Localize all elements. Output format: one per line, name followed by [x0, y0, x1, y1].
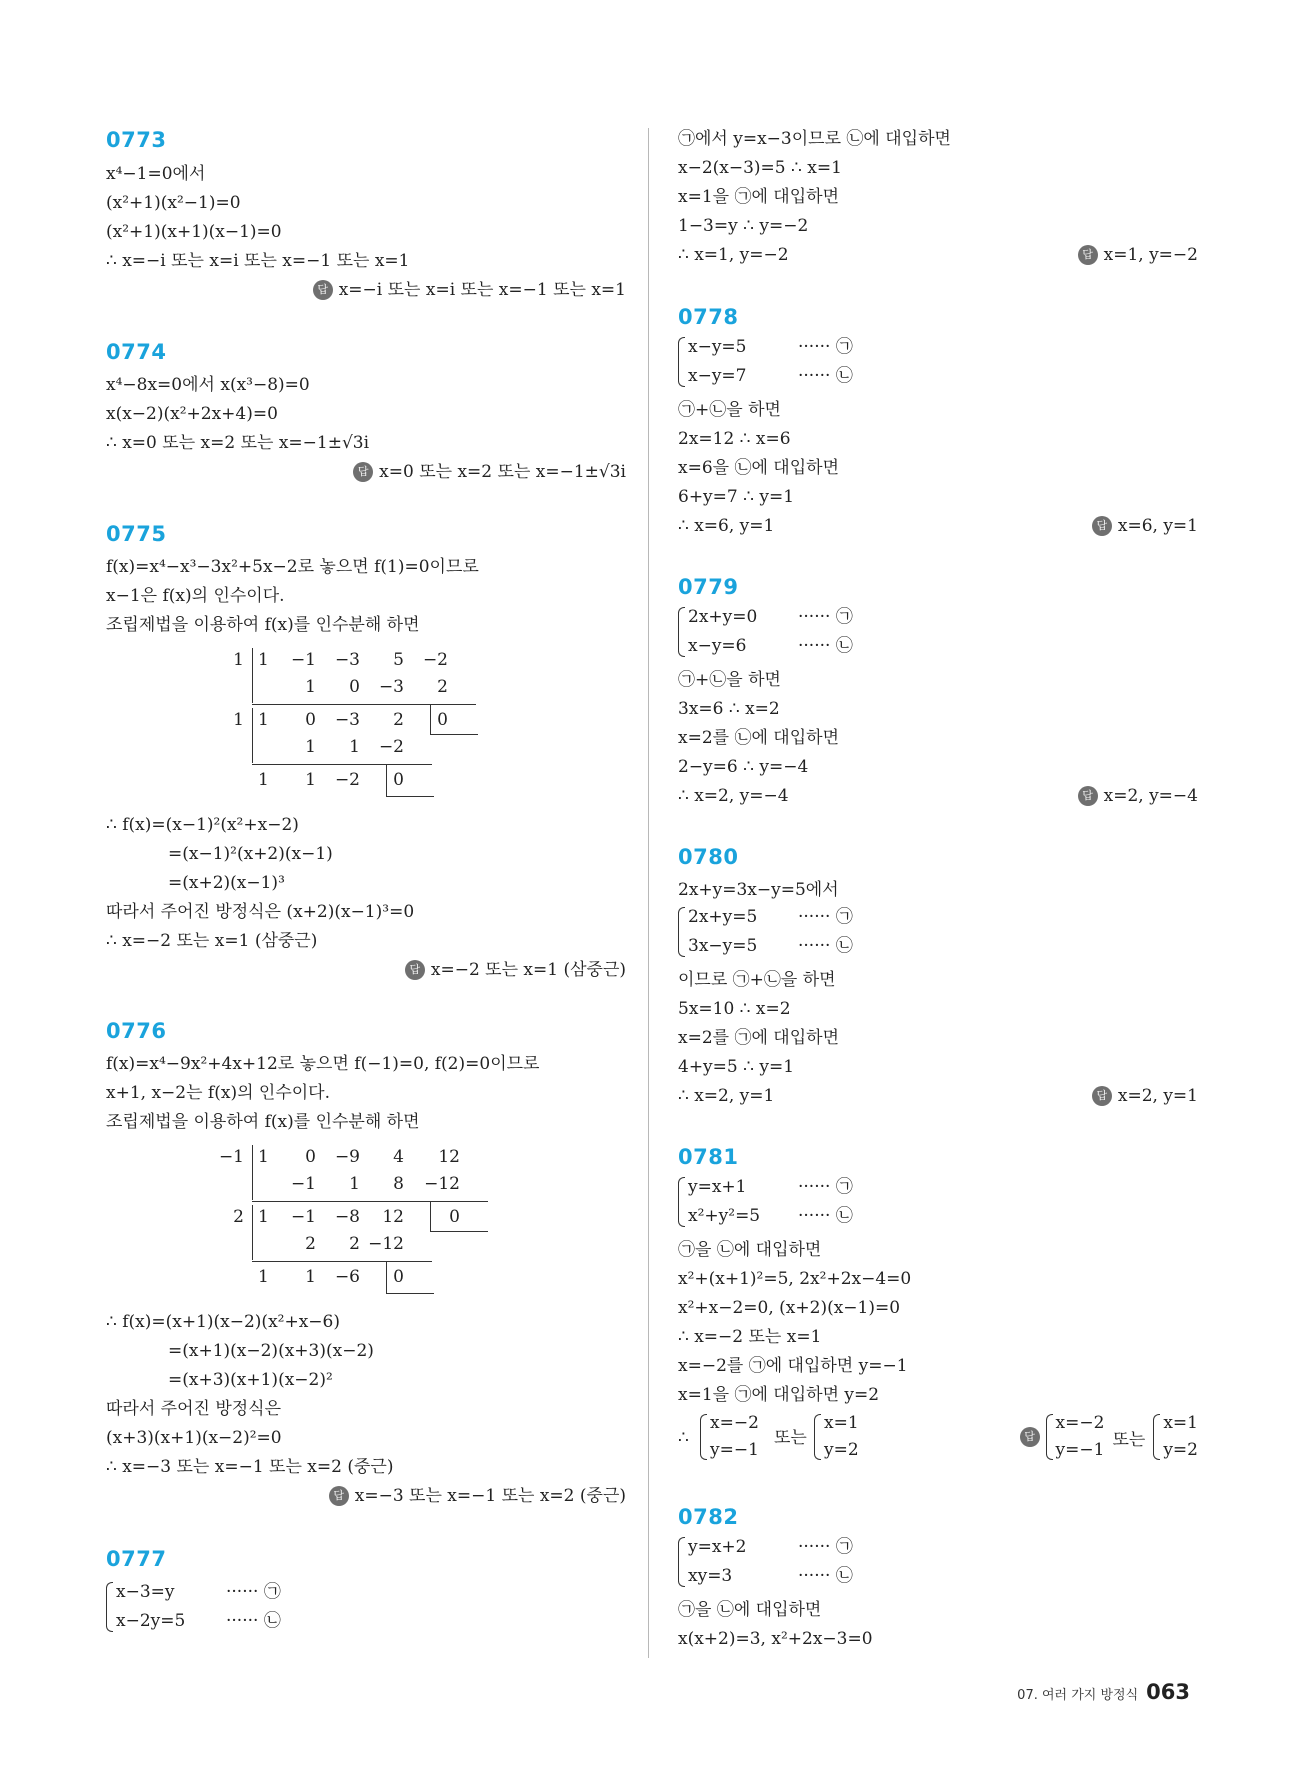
solution-line: ∴ x=−i 또는 x=i 또는 x=−1 또는 x=1 [106, 251, 410, 271]
system-row [116, 1607, 281, 1636]
answer-text: x=0 또는 x=2 또는 x=−1±√3i [379, 462, 626, 482]
therefore-symbol: ∴ [678, 1428, 689, 1448]
system-row [688, 1173, 853, 1202]
system-row [688, 932, 853, 961]
answer-mark-icon: 답 [405, 960, 425, 980]
solution-line: x=−2를 ㉠에 대입하면 y=−1 [678, 1356, 908, 1376]
equation-label: ······ ㉠ [798, 337, 853, 357]
equation: 2x+y=0 [688, 607, 758, 627]
table-cell: −1 [290, 650, 316, 670]
equation: x−3=y [116, 1582, 175, 1602]
table-cell: 0 [393, 1267, 404, 1287]
page-footer [1017, 1680, 1190, 1704]
equation-label: ······ ㉠ [798, 1537, 853, 1557]
table-cell: −2 [378, 737, 404, 757]
equation-system-0780 [678, 903, 853, 961]
answer-text: x=2, y=−4 [1103, 786, 1198, 806]
table-cell: 12 [382, 1207, 404, 1227]
table-row [272, 737, 404, 757]
solution-line: 5x=10 ∴ x=2 [678, 999, 791, 1019]
solution-value: y=2 [1163, 1440, 1198, 1460]
answer-system [1153, 1410, 1198, 1464]
solution-line: ∴ f(x)=(x+1)(x−2)(x²+x−6) [106, 1312, 340, 1332]
equation: y=x+1 [688, 1177, 747, 1197]
remainder-box [430, 734, 478, 735]
system-row [688, 362, 853, 391]
table-row [252, 650, 448, 670]
table-cell: 2 [393, 710, 404, 730]
solution-line: ∴ x=2, y=1 [678, 1086, 775, 1106]
remainder-box [430, 704, 431, 734]
table-cell: 4 [393, 1147, 404, 1167]
solution-line: ㉠+㉡을 하면 [678, 670, 781, 690]
solution-line: ∴ x=2, y=−4 [678, 786, 789, 806]
table-cell: −3 [378, 677, 404, 697]
table-cell: 0 [305, 710, 316, 730]
system-row [688, 1533, 853, 1562]
chapter-title: 07. 여러 가지 방정식 [1017, 1688, 1139, 1703]
solution-line: x(x+2)=3, x²+2x−3=0 [678, 1629, 873, 1649]
table-row [252, 1267, 404, 1287]
solution-line: ㉠을 ㉡에 대입하면 [678, 1600, 822, 1620]
table-cell: 0 [305, 1147, 316, 1167]
division-rule [252, 1201, 488, 1202]
table-cell: −12 [424, 1174, 460, 1194]
solution-line: 2x=12 ∴ x=6 [678, 429, 791, 449]
problem-number-0780: 0780 [678, 845, 739, 869]
equation-system-0778 [678, 333, 853, 391]
solution-line: x−2(x−3)=5 ∴ x=1 [678, 158, 842, 178]
solution-line: ∴ x=−3 또는 x=−1 또는 x=2 (중근) [106, 1457, 394, 1477]
table-row [272, 1234, 404, 1254]
table-row [272, 1174, 460, 1194]
solution-line: x+1, x−2는 f(x)의 인수이다. [106, 1083, 330, 1103]
solution-line: 조립제법을 이용하여 f(x)를 인수분해 하면 [106, 615, 420, 635]
solution-line: =(x−1)²(x+2)(x−1) [168, 844, 333, 864]
system-row [688, 603, 853, 632]
solution-line: x−1은 f(x)의 인수이다. [106, 586, 285, 606]
answer-0776 [329, 1485, 626, 1507]
solution-line: x⁴−8x=0에서 x(x³−8)=0 [106, 375, 310, 395]
answer-text: x=2, y=1 [1117, 1086, 1198, 1106]
table-cell: 1 [349, 737, 360, 757]
table-row [252, 1147, 460, 1167]
answer-0777 [1078, 244, 1198, 266]
solution-line: (x²+1)(x+1)(x−1)=0 [106, 222, 282, 242]
equation-label: ······ ㉡ [798, 1206, 853, 1226]
equation-label: ······ ㉡ [798, 636, 853, 656]
equation: xy=3 [688, 1566, 733, 1586]
division-rule [252, 704, 476, 705]
equation-system-0779 [678, 603, 853, 661]
table-cell: 12 [438, 1147, 460, 1167]
equation: y=x+2 [688, 1537, 747, 1557]
solution-line: f(x)=x⁴−x³−3x²+5x−2로 놓으면 f(1)=0이므로 [106, 557, 479, 577]
system-row [688, 903, 853, 932]
solution-line: ㉠에서 y=x−3이므로 ㉡에 대입하면 [678, 129, 951, 149]
table-cell: 1 [258, 1207, 269, 1227]
solution-line: x=2를 ㉠에 대입하면 [678, 1028, 839, 1048]
problem-number-0782: 0782 [678, 1505, 739, 1529]
table-cell: 1 [258, 1147, 269, 1167]
table-cell: 0 [349, 677, 360, 697]
remainder-box [430, 1201, 431, 1231]
equation: x−y=7 [688, 366, 747, 386]
solution-line: 3x=6 ∴ x=2 [678, 699, 780, 719]
answer-0773 [313, 279, 626, 301]
answer-system [1046, 1410, 1105, 1464]
solution-line: ∴ x=−2 또는 x=1 [678, 1327, 822, 1347]
equation-label: ······ ㉠ [226, 1582, 281, 1602]
equation-label: ······ ㉠ [798, 907, 853, 927]
solution-line: =(x+3)(x+1)(x−2)² [168, 1370, 333, 1390]
table-cell: 1 [305, 677, 316, 697]
equation-label: ······ ㉡ [798, 1566, 853, 1586]
table-cell: −9 [334, 1147, 360, 1167]
answer-0780 [1092, 1085, 1198, 1107]
solution-line: x(x−2)(x²+2x+4)=0 [106, 404, 278, 424]
answer-mark-icon: 답 [313, 280, 333, 300]
table-row [272, 677, 448, 697]
solution-line: =(x+2)(x−1)³ [168, 873, 285, 893]
equation-system-0782 [678, 1533, 853, 1591]
answer-0779 [1078, 785, 1198, 807]
system-row [688, 1202, 853, 1231]
solution-line: ∴ x=1, y=−2 [678, 245, 789, 265]
problem-number-0776: 0776 [106, 1019, 167, 1043]
table-cell: −2 [422, 650, 448, 670]
division-bar [252, 1145, 253, 1200]
table-cell: −6 [334, 1267, 360, 1287]
division-bar [252, 708, 253, 763]
solution-line: (x+3)(x+1)(x−2)²=0 [106, 1428, 282, 1448]
table-cell: 1 [305, 1267, 316, 1287]
divisor: 2 [233, 1207, 244, 1227]
solution-line: 이므로 ㉠+㉡을 하면 [678, 970, 836, 990]
division-rule [252, 764, 432, 765]
table-cell: −1 [290, 1174, 316, 1194]
solution-line: 조립제법을 이용하여 f(x)를 인수분해 하면 [106, 1112, 420, 1132]
solution-value: x=−2 [710, 1413, 759, 1433]
or-text: 또는 [774, 1428, 807, 1448]
solution-value: y=−1 [710, 1440, 759, 1460]
answer-text: x=−2 또는 x=1 (삼중근) [430, 960, 626, 980]
divisor: 1 [233, 650, 244, 670]
remainder-box [386, 1261, 387, 1293]
answer-text: x=−i 또는 x=i 또는 x=−1 또는 x=1 [338, 280, 626, 300]
equation: x−y=5 [688, 337, 747, 357]
table-cell: 1 [258, 1267, 269, 1287]
divisor: 1 [233, 710, 244, 730]
or-text: 또는 [1112, 1429, 1146, 1450]
solution-line: x=1을 ㉠에 대입하면 [678, 187, 839, 207]
answer-text: x=1, y=−2 [1103, 245, 1198, 265]
system-row [688, 333, 853, 362]
problem-number-0774: 0774 [106, 340, 167, 364]
answer-0778 [1092, 515, 1198, 537]
answer-text: x=6, y=1 [1117, 516, 1198, 536]
answer-0781 [1020, 1410, 1198, 1464]
table-cell: −3 [334, 650, 360, 670]
equation: x−2y=5 [116, 1611, 186, 1631]
answer-mark-icon: 답 [353, 462, 373, 482]
table-cell: 0 [393, 770, 404, 790]
solution-line: ∴ x=6, y=1 [678, 516, 775, 536]
table-cell: 2 [437, 677, 448, 697]
table-cell: −12 [368, 1234, 404, 1254]
solution-line: 2−y=6 ∴ y=−4 [678, 757, 809, 777]
system-row [116, 1578, 281, 1607]
problem-number-0773: 0773 [106, 128, 167, 152]
solution-system [700, 1410, 759, 1464]
solution-line: x=6을 ㉡에 대입하면 [678, 458, 839, 478]
table-cell: 2 [349, 1234, 360, 1254]
table-cell: 1 [258, 710, 269, 730]
equation-label: ······ ㉡ [798, 936, 853, 956]
solution-line: f(x)=x⁴−9x²+4x+12로 놓으면 f(−1)=0, f(2)=0이므로 [106, 1054, 540, 1074]
answer-mark-icon: 답 [329, 1486, 349, 1506]
solution-value: x=1 [1163, 1413, 1198, 1433]
answer-0775 [405, 959, 626, 981]
solution-line: ㉠+㉡을 하면 [678, 400, 781, 420]
divisor: −1 [218, 1147, 244, 1167]
equation: x²+y²=5 [688, 1206, 761, 1226]
solution-line: x²+x−2=0, (x+2)(x−1)=0 [678, 1298, 901, 1318]
table-cell: 1 [349, 1174, 360, 1194]
solution-value: x=1 [824, 1413, 859, 1433]
table-cell: −8 [334, 1207, 360, 1227]
table-cell: 0 [449, 1207, 460, 1227]
problem-number-0775: 0775 [106, 522, 167, 546]
answer-mark-icon: 답 [1078, 245, 1098, 265]
solution-line: x⁴−1=0에서 [106, 164, 206, 184]
problem-number-0781: 0781 [678, 1145, 739, 1169]
table-cell: 1 [305, 770, 316, 790]
table-cell: −2 [334, 770, 360, 790]
solution-value: y=−1 [1055, 1440, 1105, 1460]
solution-line: 2x+y=3x−y=5에서 [678, 880, 839, 900]
equation-label: ······ ㉠ [798, 1177, 853, 1197]
remainder-box [386, 764, 387, 796]
table-row [252, 770, 404, 790]
equation-system-0777 [106, 1578, 281, 1636]
table-cell: 1 [305, 737, 316, 757]
page-number: 063 [1146, 1680, 1190, 1704]
table-row [252, 1207, 460, 1227]
equation: 3x−y=5 [688, 936, 758, 956]
equation-label: ······ ㉡ [798, 366, 853, 386]
answer-0774 [353, 461, 626, 483]
solution-line: 따라서 주어진 방정식은 (x+2)(x−1)³=0 [106, 902, 415, 922]
solution-value: y=2 [824, 1440, 859, 1460]
division-rule [252, 1261, 432, 1262]
solution-line: x=2를 ㉡에 대입하면 [678, 728, 839, 748]
remainder-box [430, 1231, 488, 1232]
table-cell: 5 [393, 650, 404, 670]
equation-label: ······ ㉠ [798, 607, 853, 627]
solution-value: x=−2 [1055, 1413, 1105, 1433]
solution-line: 6+y=7 ∴ y=1 [678, 487, 795, 507]
equation-system-0781 [678, 1173, 853, 1231]
equation: x−y=6 [688, 636, 747, 656]
solution-system [814, 1410, 859, 1464]
table-cell: 1 [258, 770, 269, 790]
synthetic-division-0775 [216, 650, 536, 810]
equation-label: ······ ㉡ [226, 1611, 281, 1631]
equation: 2x+y=5 [688, 907, 758, 927]
table-cell: 2 [305, 1234, 316, 1254]
table-cell: −3 [334, 710, 360, 730]
solution-line: ∴ x=−2 또는 x=1 (삼중근) [106, 931, 318, 951]
solution-line: 4+y=5 ∴ y=1 [678, 1057, 795, 1077]
answer-mark-icon: 답 [1092, 1086, 1112, 1106]
solution-line: ∴ x=0 또는 x=2 또는 x=−1±√3i [106, 433, 370, 453]
answer-text: x=−3 또는 x=−1 또는 x=2 (중근) [354, 1486, 626, 1506]
solution-line: (x²+1)(x²−1)=0 [106, 193, 241, 213]
solution-line: x²+(x+1)²=5, 2x²+2x−4=0 [678, 1269, 912, 1289]
solution-line: =(x+1)(x−2)(x+3)(x−2) [168, 1341, 374, 1361]
answer-mark-icon: 답 [1078, 786, 1098, 806]
column-divider [648, 128, 649, 1658]
system-row [688, 1562, 853, 1591]
solution-line: ㉠을 ㉡에 대입하면 [678, 1240, 822, 1260]
answer-mark-icon: 답 [1020, 1427, 1040, 1447]
remainder-box [386, 796, 434, 797]
problem-number-0777: 0777 [106, 1547, 167, 1571]
problem-number-0778: 0778 [678, 305, 739, 329]
table-cell: 0 [437, 710, 448, 730]
problem-number-0779: 0779 [678, 575, 739, 599]
solution-line: ∴ f(x)=(x−1)²(x²+x−2) [106, 815, 299, 835]
system-row [688, 632, 853, 661]
remainder-box [386, 1293, 434, 1294]
solution-line: 1−3=y ∴ y=−2 [678, 216, 809, 236]
solution-line: x=1을 ㉠에 대입하면 y=2 [678, 1385, 880, 1405]
table-row [252, 710, 448, 730]
division-bar [252, 648, 253, 703]
answer-mark-icon: 답 [1092, 516, 1112, 536]
solution-line: 따라서 주어진 방정식은 [106, 1399, 282, 1419]
synthetic-division-0776 [216, 1147, 556, 1307]
division-bar [252, 1205, 253, 1260]
table-cell: −1 [290, 1207, 316, 1227]
table-cell: 8 [393, 1174, 404, 1194]
table-cell: 1 [258, 650, 269, 670]
